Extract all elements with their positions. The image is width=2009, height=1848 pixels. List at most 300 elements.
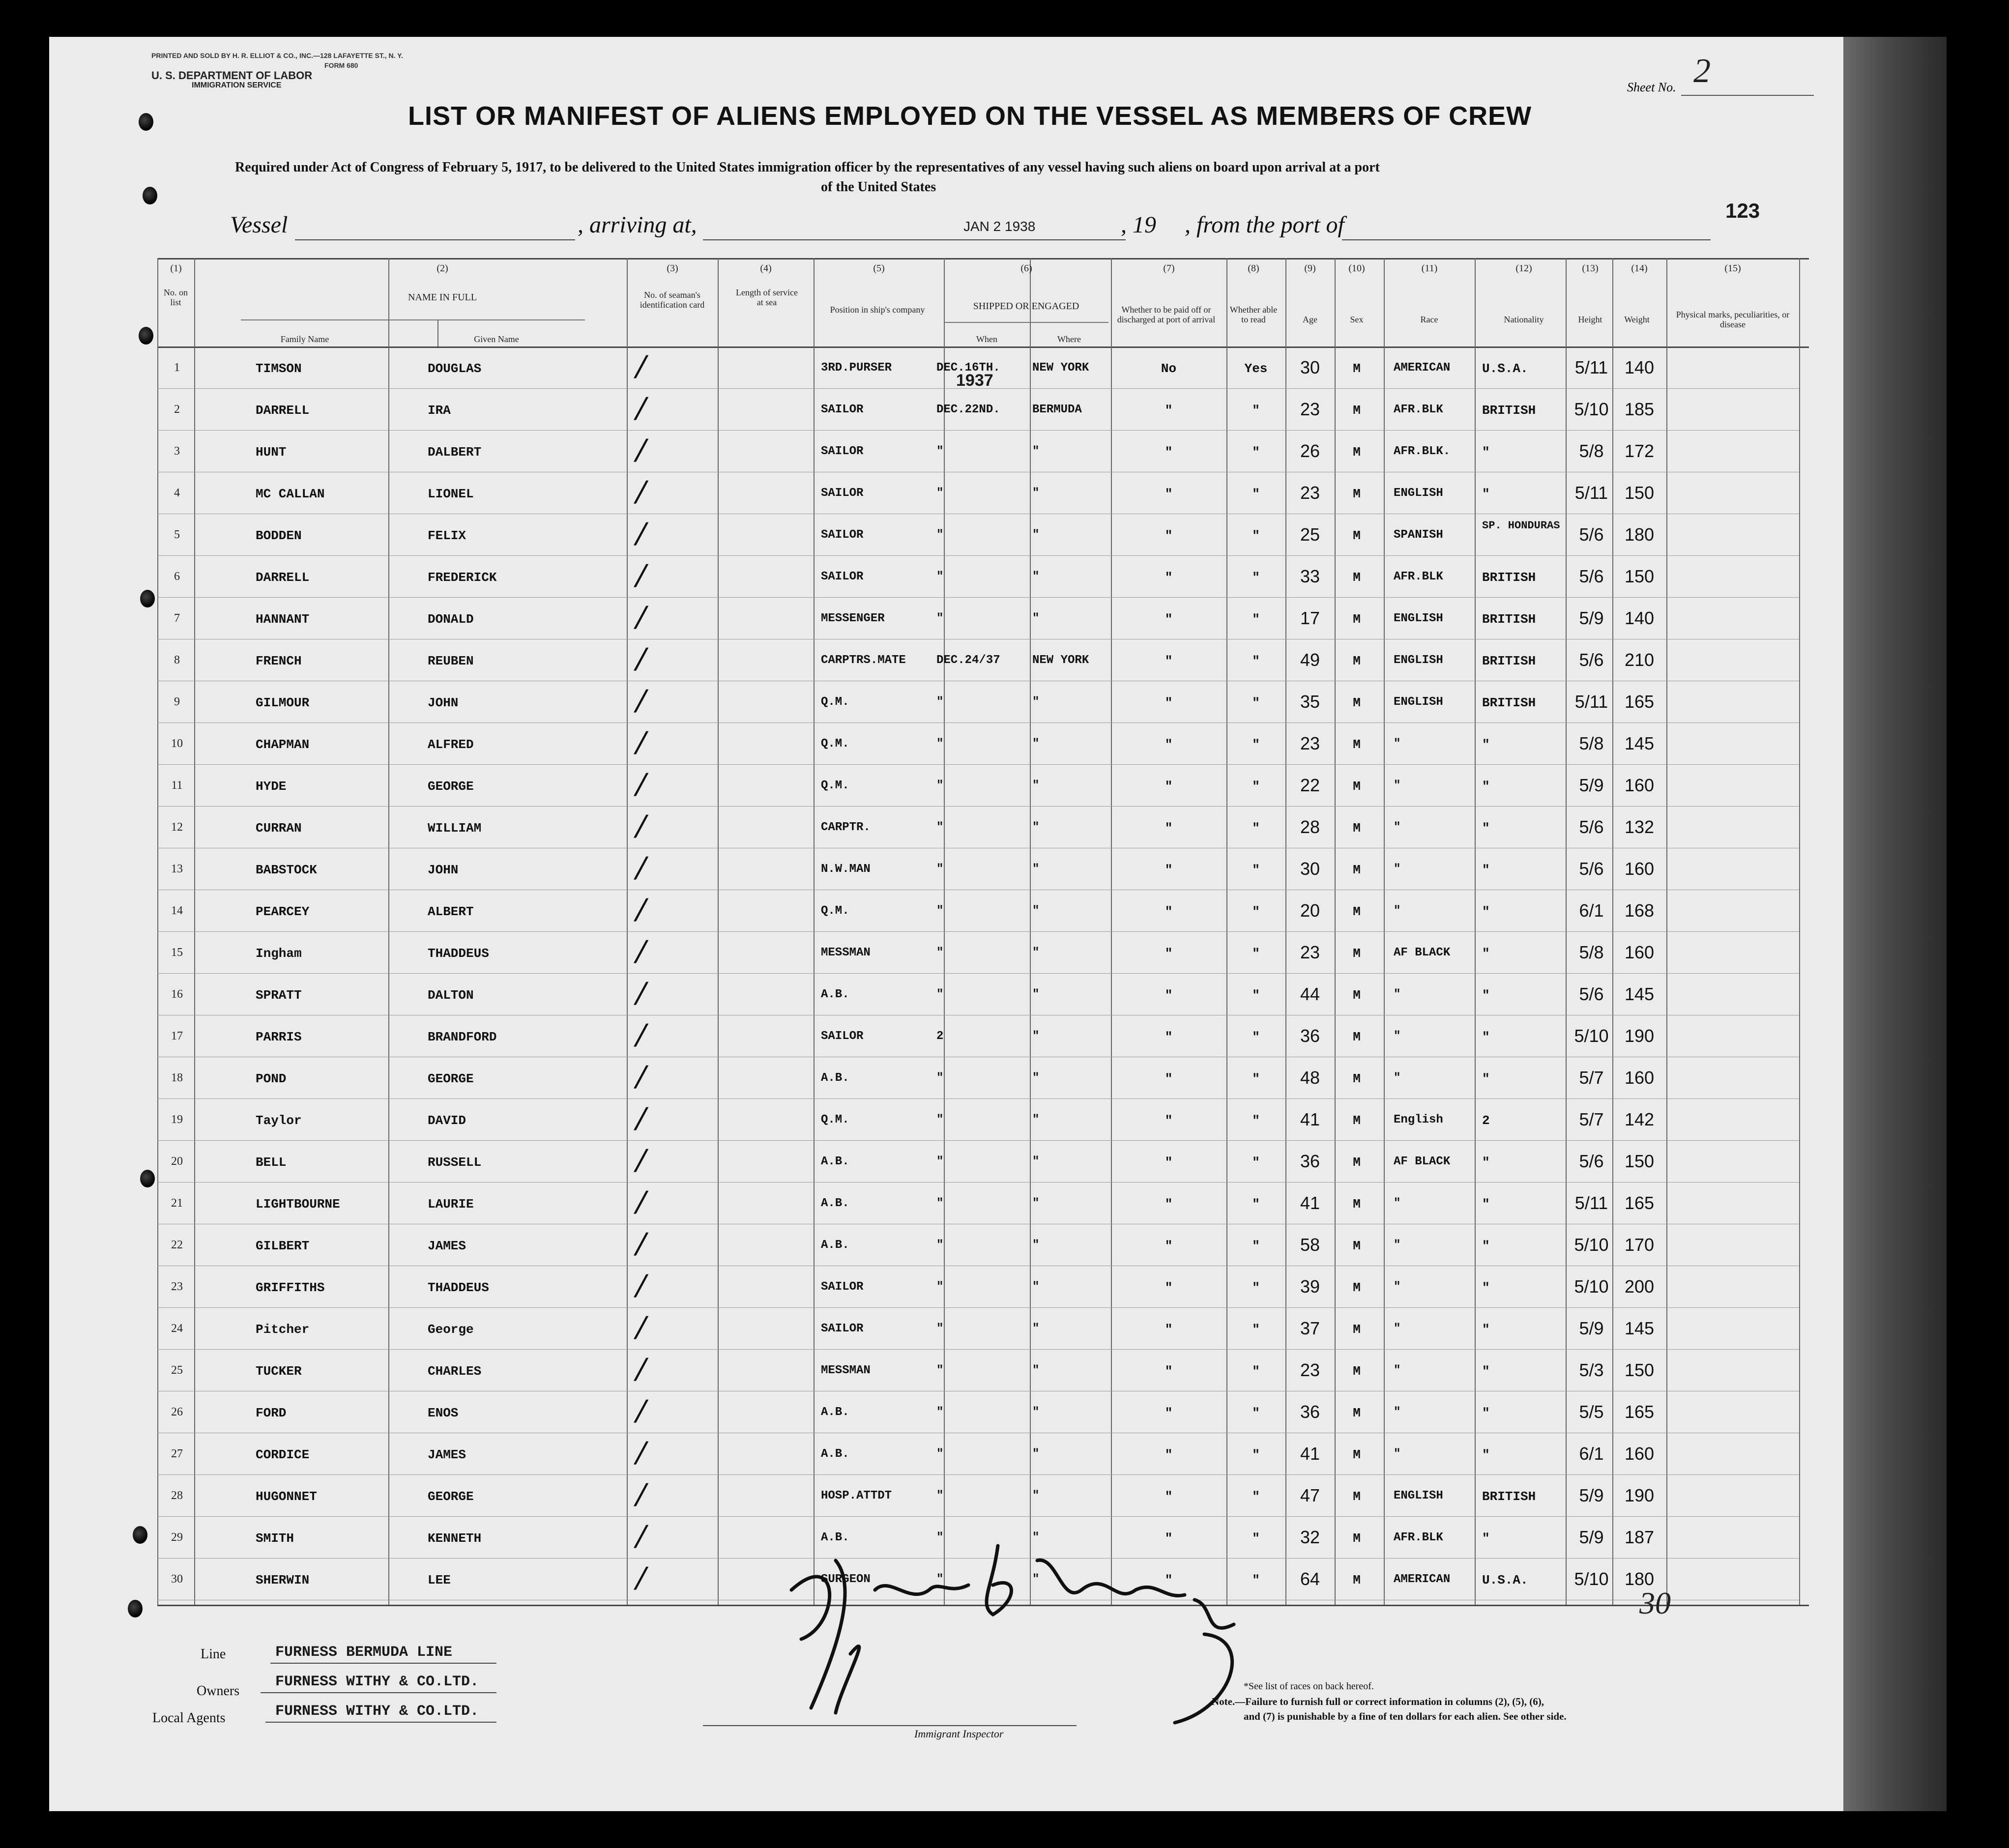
- height: 5/11: [1574, 357, 1608, 377]
- age: 25: [1300, 524, 1320, 545]
- nationality: ": [1482, 1322, 1490, 1337]
- where-shipped: ": [1032, 445, 1040, 458]
- given-name: LEE: [428, 1573, 451, 1588]
- header-paid-off: Whether to be paid off or discharged at port of arrival: [1117, 305, 1216, 324]
- race: English: [1394, 1113, 1443, 1126]
- able-read: ": [1252, 988, 1260, 1003]
- nationality: BRITISH: [1482, 1489, 1536, 1504]
- paid-off: ": [1165, 1489, 1173, 1504]
- column-number: (4): [760, 263, 772, 274]
- family-name: FRENCH: [256, 654, 302, 668]
- id-card-mark: /: [632, 809, 650, 844]
- sex: M: [1353, 445, 1361, 460]
- id-card-mark: /: [632, 934, 650, 970]
- position: SAILOR: [821, 445, 864, 458]
- family-name: Ingham: [256, 946, 302, 961]
- subtitle-line-2: of the United States: [821, 179, 936, 195]
- family-name: GRIFFITHS: [256, 1280, 325, 1295]
- position: SAILOR: [821, 1322, 864, 1335]
- sex: M: [1353, 988, 1361, 1003]
- race: ": [1394, 1364, 1401, 1377]
- column-number: (10): [1348, 263, 1365, 274]
- given-name: DAVID: [428, 1113, 466, 1128]
- nationality: ": [1482, 1280, 1490, 1295]
- where-shipped: NEW YORK: [1032, 654, 1089, 667]
- sex: M: [1353, 654, 1361, 668]
- given-name: FELIX: [428, 528, 466, 543]
- where-shipped: ": [1032, 904, 1040, 918]
- nationality: ": [1482, 1030, 1490, 1044]
- race: ": [1394, 1406, 1401, 1419]
- position: SAILOR: [821, 1280, 864, 1294]
- position: MESSMAN: [821, 946, 871, 959]
- where-shipped: ": [1032, 1197, 1040, 1210]
- nationality: ": [1482, 1239, 1490, 1253]
- header-age: Age: [1303, 315, 1317, 324]
- able-read: ": [1252, 487, 1260, 501]
- able-read: ": [1252, 946, 1260, 961]
- row-number: 29: [171, 1531, 183, 1544]
- race: AFR.BLK: [1394, 570, 1443, 583]
- id-card-mark: /: [632, 1018, 650, 1053]
- paid-off: ": [1165, 1280, 1173, 1295]
- given-name: ALFRED: [428, 737, 474, 752]
- paid-off: ": [1165, 654, 1173, 668]
- weight: 140: [1624, 608, 1655, 628]
- header-length-service: Length of service at sea: [736, 288, 798, 307]
- races-note: *See list of races on back hereof.: [1244, 1681, 1374, 1692]
- family-name: GILBERT: [256, 1239, 310, 1253]
- when-shipped: ": [936, 1573, 944, 1586]
- when-shipped: ": [936, 487, 944, 500]
- when-shipped: ": [936, 570, 944, 583]
- paid-off: ": [1165, 904, 1173, 919]
- weight: 145: [1624, 1318, 1655, 1338]
- able-read: ": [1252, 737, 1260, 752]
- paid-off: ": [1165, 528, 1173, 543]
- sex: M: [1353, 528, 1361, 543]
- family-name: HANNANT: [256, 612, 310, 627]
- weight: 165: [1624, 1193, 1655, 1213]
- paid-off: ": [1165, 695, 1173, 710]
- when-shipped: ": [936, 1406, 944, 1419]
- row-number: 24: [171, 1322, 183, 1335]
- row-number: 14: [171, 904, 183, 917]
- position: Q.M.: [821, 904, 849, 918]
- nationality: ": [1482, 1447, 1490, 1462]
- row-number: 4: [174, 487, 180, 499]
- able-read: ": [1252, 612, 1260, 627]
- height: 5/11: [1574, 1193, 1608, 1213]
- position: A.B.: [821, 1071, 849, 1085]
- nationality: U.S.A.: [1482, 361, 1528, 376]
- column-number: (7): [1163, 263, 1175, 274]
- column-number: (12): [1515, 263, 1532, 274]
- family-name: DARRELL: [256, 403, 310, 418]
- where-shipped: BERMUDA: [1032, 403, 1082, 416]
- position: Q.M.: [821, 695, 849, 709]
- row-rule: [157, 1140, 1799, 1141]
- position: SURGEON: [821, 1573, 871, 1586]
- given-name: DALBERT: [428, 445, 482, 460]
- family-name: SHERWIN: [256, 1573, 310, 1588]
- weight: 165: [1624, 1402, 1655, 1422]
- paid-off: ": [1165, 1406, 1173, 1420]
- id-card-mark: /: [632, 1352, 650, 1387]
- sex: M: [1353, 1155, 1361, 1170]
- where-shipped: ": [1032, 1531, 1040, 1544]
- age: 32: [1300, 1527, 1320, 1547]
- race: AFR.BLK: [1394, 1531, 1443, 1544]
- weight: 200: [1624, 1276, 1655, 1297]
- when-shipped: ": [936, 904, 944, 918]
- sex: M: [1353, 1322, 1361, 1337]
- family-name: PEARCEY: [256, 904, 310, 919]
- position: MESSENGER: [821, 612, 885, 625]
- sex: M: [1353, 487, 1361, 501]
- line-label: Line: [201, 1646, 226, 1662]
- able-read: ": [1252, 1364, 1260, 1379]
- paid-off: ": [1165, 1071, 1173, 1086]
- position: SAILOR: [821, 528, 864, 542]
- position: A.B.: [821, 988, 849, 1001]
- year-label: , 19: [1121, 212, 1156, 238]
- paid-off: ": [1165, 863, 1173, 877]
- age: 41: [1300, 1444, 1320, 1464]
- name-divider: [437, 319, 438, 346]
- when-shipped: ": [936, 988, 944, 1001]
- where-shipped: ": [1032, 988, 1040, 1001]
- height: 5/9: [1579, 608, 1604, 628]
- height: 6/1: [1579, 1444, 1604, 1464]
- when-shipped: DEC.16TH.: [936, 361, 1000, 375]
- family-name: CHAPMAN: [256, 737, 310, 752]
- nationality: ": [1482, 779, 1490, 794]
- weight: 160: [1624, 775, 1655, 795]
- position: SAILOR: [821, 403, 864, 416]
- position: SAILOR: [821, 570, 864, 583]
- row-number: 30: [171, 1573, 183, 1586]
- paid-off: ": [1165, 612, 1173, 627]
- row-rule: [157, 430, 1799, 431]
- where-shipped: ": [1032, 821, 1040, 834]
- id-card-mark: /: [632, 767, 650, 803]
- vessel-label: Vessel: [230, 212, 288, 238]
- weight: 187: [1624, 1527, 1655, 1547]
- family-name: SPRATT: [256, 988, 302, 1003]
- where-shipped: ": [1032, 1030, 1040, 1043]
- race: ": [1394, 737, 1401, 751]
- when-shipped: ": [936, 1364, 944, 1377]
- sex: M: [1353, 1280, 1361, 1295]
- row-number: 25: [171, 1364, 183, 1377]
- height: 5/7: [1579, 1109, 1604, 1129]
- age: 23: [1300, 1360, 1320, 1380]
- able-read: ": [1252, 1155, 1260, 1170]
- family-name: BODDEN: [256, 528, 302, 543]
- position: HOSP.ATTDT: [821, 1489, 892, 1502]
- position: A.B.: [821, 1197, 849, 1210]
- able-read: ": [1252, 695, 1260, 710]
- row-number: 27: [171, 1447, 183, 1460]
- date-stamp: JAN 2 1938: [963, 219, 1036, 234]
- header-shipped-engaged: SHIPPED OR ENGAGED: [973, 301, 1079, 312]
- row-rule: [157, 973, 1799, 974]
- nationality: U.S.A.: [1482, 1573, 1528, 1588]
- nationality: ": [1482, 1531, 1490, 1546]
- sex: M: [1353, 779, 1361, 794]
- able-read: ": [1252, 1113, 1260, 1128]
- family-name: BABSTOCK: [256, 863, 317, 877]
- where-shipped: ": [1032, 863, 1040, 876]
- row-number: 23: [171, 1280, 183, 1293]
- able-read: ": [1252, 528, 1260, 543]
- nationality: ": [1482, 737, 1490, 752]
- row-rule: [157, 764, 1799, 765]
- race: AFR.BLK: [1394, 403, 1443, 416]
- height: 5/10: [1574, 1276, 1609, 1297]
- given-name: CHARLES: [428, 1364, 482, 1379]
- where-shipped: ": [1032, 1406, 1040, 1419]
- row-number: 28: [171, 1489, 183, 1502]
- race: ENGLISH: [1394, 487, 1443, 500]
- family-name: BELL: [256, 1155, 287, 1170]
- row-number: 7: [174, 612, 180, 625]
- where-shipped: ": [1032, 570, 1040, 583]
- id-card-mark: /: [632, 1060, 650, 1095]
- where-shipped: ": [1032, 695, 1040, 709]
- weight: 180: [1624, 1569, 1655, 1589]
- column-number: (2): [437, 263, 448, 274]
- position: SAILOR: [821, 1030, 864, 1043]
- row-rule: [157, 597, 1799, 598]
- given-name: ENOS: [428, 1406, 459, 1420]
- when-shipped: ": [936, 695, 944, 709]
- row-number: 5: [174, 528, 180, 541]
- where-shipped: ": [1032, 1239, 1040, 1252]
- row-number: 11: [171, 779, 183, 792]
- position: SAILOR: [821, 487, 864, 500]
- where-shipped: ": [1032, 612, 1040, 625]
- id-card-mark: /: [632, 1477, 650, 1513]
- weight: 150: [1624, 483, 1655, 503]
- family-name: FORD: [256, 1406, 287, 1420]
- punch-hole: [128, 1600, 143, 1617]
- row-rule: [157, 1098, 1799, 1099]
- family-name: TUCKER: [256, 1364, 302, 1379]
- height: 5/9: [1579, 775, 1604, 795]
- arriving-label: , arriving at,: [578, 212, 697, 238]
- row-number: 19: [171, 1113, 183, 1126]
- given-name: KENNETH: [428, 1531, 482, 1546]
- age: 17: [1300, 608, 1320, 628]
- age: 30: [1300, 357, 1320, 377]
- age: 41: [1300, 1193, 1320, 1213]
- sex: M: [1353, 1447, 1361, 1462]
- id-card-mark: /: [632, 684, 650, 719]
- weight: 150: [1624, 566, 1655, 586]
- able-read: ": [1252, 570, 1260, 585]
- family-name: DARRELL: [256, 570, 310, 585]
- nationality: ": [1482, 445, 1490, 460]
- nationality: ": [1482, 863, 1490, 877]
- id-card-mark: /: [632, 1101, 650, 1137]
- nationality: ": [1482, 821, 1490, 836]
- column-number: (14): [1631, 263, 1648, 274]
- race: ": [1394, 1447, 1401, 1461]
- weight: 180: [1624, 524, 1655, 545]
- paid-off: ": [1165, 487, 1173, 501]
- column-number: (5): [873, 263, 885, 274]
- header-able-read: Whether able to read: [1229, 305, 1278, 324]
- sex: M: [1353, 904, 1361, 919]
- punch-hole: [143, 187, 157, 204]
- height: 5/9: [1579, 1318, 1604, 1338]
- header-physical-marks: Physical marks, peculiarities, or disease: [1676, 310, 1790, 329]
- paid-off: ": [1165, 403, 1173, 418]
- age: 33: [1300, 566, 1320, 586]
- header-name-in-full: NAME IN FULL: [408, 292, 477, 303]
- paid-off: ": [1165, 946, 1173, 961]
- sex: M: [1353, 1239, 1361, 1253]
- weight: 165: [1624, 692, 1655, 712]
- sex: M: [1353, 1531, 1361, 1546]
- sex: M: [1353, 1364, 1361, 1379]
- age: 41: [1300, 1109, 1320, 1129]
- position: A.B.: [821, 1239, 849, 1252]
- nationality: ": [1482, 1155, 1490, 1170]
- weight: 168: [1624, 900, 1655, 921]
- when-shipped: DEC.24/37: [936, 654, 1000, 667]
- paid-off: ": [1165, 1447, 1173, 1462]
- subheader-rule: [241, 319, 585, 320]
- height: 5/9: [1579, 1527, 1604, 1547]
- where-shipped: ": [1032, 1155, 1040, 1168]
- given-name: LAURIE: [428, 1197, 474, 1212]
- nationality: ": [1482, 988, 1490, 1003]
- weight: 160: [1624, 1444, 1655, 1464]
- able-read: ": [1252, 1071, 1260, 1086]
- able-read: ": [1252, 403, 1260, 418]
- height: 5/11: [1574, 692, 1608, 712]
- sex: M: [1353, 695, 1361, 710]
- where-shipped: ": [1032, 1071, 1040, 1085]
- able-read: ": [1252, 1239, 1260, 1253]
- sex: M: [1353, 821, 1361, 836]
- when-shipped: ": [936, 1113, 944, 1126]
- family-name: PARRIS: [256, 1030, 302, 1044]
- position: A.B.: [821, 1155, 849, 1168]
- family-name: POND: [256, 1071, 287, 1086]
- sex: M: [1353, 570, 1361, 585]
- age: 36: [1300, 1026, 1320, 1046]
- weight: 145: [1624, 984, 1655, 1004]
- race: ": [1394, 821, 1401, 834]
- weight: 160: [1624, 1068, 1655, 1088]
- from-port-label: , from the port of: [1185, 212, 1344, 238]
- where-shipped: ": [1032, 1322, 1040, 1335]
- when-shipped: ": [936, 612, 944, 625]
- age: 23: [1300, 733, 1320, 753]
- manifest-sheet: [49, 37, 1843, 1811]
- row-number: 9: [174, 695, 180, 708]
- age: 36: [1300, 1151, 1320, 1171]
- age: 37: [1300, 1318, 1320, 1338]
- race: ENGLISH: [1394, 612, 1443, 625]
- when-shipped: ": [936, 1322, 944, 1335]
- when-shipped: ": [936, 445, 944, 458]
- race: ": [1394, 779, 1401, 792]
- race: ": [1394, 1197, 1401, 1210]
- family-name: HUGONNET: [256, 1489, 317, 1504]
- height: 5/6: [1579, 566, 1604, 586]
- year-note: 1937: [956, 371, 993, 390]
- paid-off: ": [1165, 1531, 1173, 1546]
- sex: M: [1353, 946, 1361, 961]
- column-number: (9): [1304, 263, 1316, 274]
- where-shipped: ": [1032, 737, 1040, 751]
- binding-edge: [1843, 37, 1947, 1811]
- position: A.B.: [821, 1531, 849, 1544]
- where-shipped: ": [1032, 1447, 1040, 1461]
- page-number: 123: [1725, 199, 1760, 222]
- race: ": [1394, 1239, 1401, 1252]
- id-card-mark: /: [632, 517, 650, 552]
- id-card-mark: /: [632, 1227, 650, 1262]
- row-number: 13: [171, 863, 183, 875]
- nationality: ": [1482, 1071, 1490, 1086]
- paid-off: No: [1161, 361, 1177, 376]
- id-card-mark: /: [632, 349, 650, 385]
- weight: 140: [1624, 357, 1655, 377]
- position: Q.M.: [821, 779, 849, 792]
- height: 5/7: [1579, 1068, 1604, 1088]
- when-shipped: ": [936, 1155, 944, 1168]
- given-name: LIONEL: [428, 487, 474, 501]
- where-shipped: ": [1032, 1113, 1040, 1126]
- height: 5/6: [1579, 984, 1604, 1004]
- paid-off: ": [1165, 1155, 1173, 1170]
- header-family-name: Family Name: [280, 334, 329, 344]
- height: 5/8: [1579, 733, 1604, 753]
- race: ": [1394, 863, 1401, 876]
- header-weight: Weight: [1624, 315, 1650, 324]
- agents-label: Local Agents: [152, 1710, 226, 1726]
- height: 5/8: [1579, 441, 1604, 461]
- height: 5/10: [1574, 399, 1609, 419]
- row-number: 18: [171, 1071, 183, 1084]
- weight: 145: [1624, 733, 1655, 753]
- family-name: HYDE: [256, 779, 287, 794]
- owners-label: Owners: [197, 1683, 240, 1699]
- id-card-mark: /: [632, 1269, 650, 1304]
- row-number: 12: [171, 821, 183, 834]
- given-name: DONALD: [428, 612, 474, 627]
- when-shipped: ": [936, 1239, 944, 1252]
- when-shipped: ": [936, 1280, 944, 1294]
- able-read: ": [1252, 1573, 1260, 1588]
- sex: M: [1353, 403, 1361, 418]
- sex: M: [1353, 1489, 1361, 1504]
- when-shipped: ": [936, 737, 944, 751]
- id-card-mark: /: [632, 433, 650, 468]
- given-name: JOHN: [428, 695, 459, 710]
- weight: 142: [1624, 1109, 1655, 1129]
- age: 47: [1300, 1485, 1320, 1505]
- table-top-border: [157, 258, 1809, 260]
- able-read: ": [1252, 1197, 1260, 1212]
- row-rule: [157, 806, 1799, 807]
